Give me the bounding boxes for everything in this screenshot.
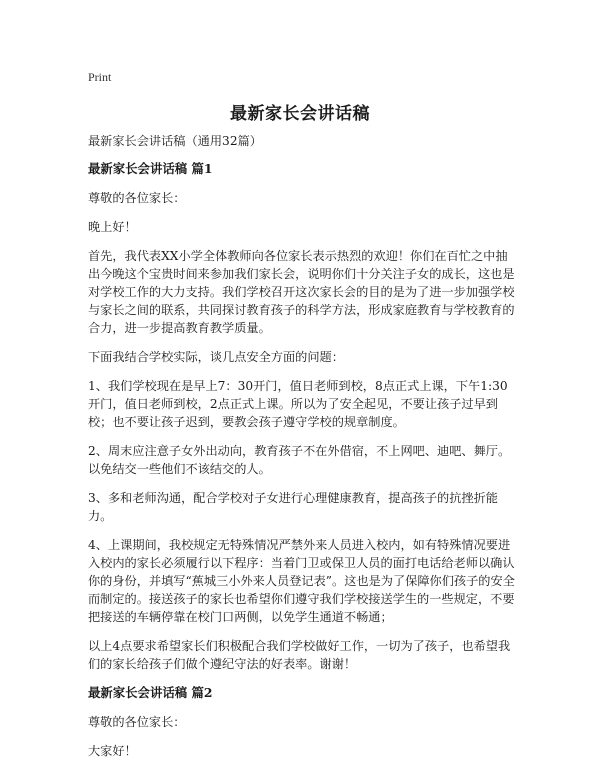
print-link[interactable]: Print bbox=[88, 70, 112, 84]
body-paragraph: 1、我们学校现在是早上7：30开门，值日老师到校，8点正式上课，下午1:30开门，值日老师到校，2点正式上课。所以为了安全起见，不要让孩子过早到校；也不要让孩子迟到，要教会孩子遵守学校的规章制度。 bbox=[88, 379, 508, 429]
greeting: 大家好！ bbox=[88, 744, 137, 758]
section-heading: 最新家长会讲话稿 篇1 bbox=[88, 161, 213, 176]
body-paragraph: 4、上课期间，我校规定无特殊情况严禁外来人员进入校内，如有特殊情况要进入校内的家长必须履行以下程序：当着门卫或保卫人员的面打电话给老师以确认你的身份，并填写“蕉城三小外来人员登记表”。这也是为了保障你们孩子的安全而制定的。接送孩子的家长也希望你们遵守我们学校接送学生的一些规定，不要把接送的车辆停靠在校门口两侧，以免学生通道不畅通； bbox=[88, 538, 515, 624]
section-heading: 最新家长会讲话稿 篇2 bbox=[88, 685, 213, 700]
body-paragraph: 下面我结合学校实际，谈几点安全方面的问题： bbox=[88, 350, 344, 364]
body-paragraph: 3、多和老师沟通，配合学校对子女进行心理健康教育，提高孩子的抗挫折能力。 bbox=[88, 491, 498, 523]
page-title: 最新家长会讲话稿 bbox=[230, 104, 370, 124]
body-paragraph: 以上4点要求希望家长们积极配合我们学校做好工作，一切为了孩子，也希望我们的家长给孩子们做个遵纪守法的好表率。谢谢！ bbox=[88, 639, 511, 671]
body-paragraph: 首先，我代表XX小学全体教师向各位家长表示热烈的欢迎！你们在百忙之中抽出今晚这个宝贵时间来参加我们家长会，说明你们十分关注子女的成长，这也是对学校工作的大力支持。我们学校召开这次家长会的目的是为了进一步加强学校与家长之间的联系，共同探讨教育孩子的科学方法，形成家庭教育与学校教育的合力，进一步提高教育教学质量。 bbox=[88, 249, 515, 335]
body-paragraph: 2、周末应注意子女外出动向，教育孩子不在外借宿，不上网吧、迪吧、舞厅。以免结交一些他们不该结交的人。 bbox=[88, 444, 511, 476]
salutation: 尊敬的各位家长： bbox=[88, 191, 186, 205]
greeting: 晚上好！ bbox=[88, 220, 137, 234]
salutation: 尊敬的各位家长： bbox=[88, 715, 186, 729]
document-body bbox=[88, 132, 516, 771]
document-subtitle: 最新家长会讲话稿（通用32篇） bbox=[88, 134, 262, 148]
